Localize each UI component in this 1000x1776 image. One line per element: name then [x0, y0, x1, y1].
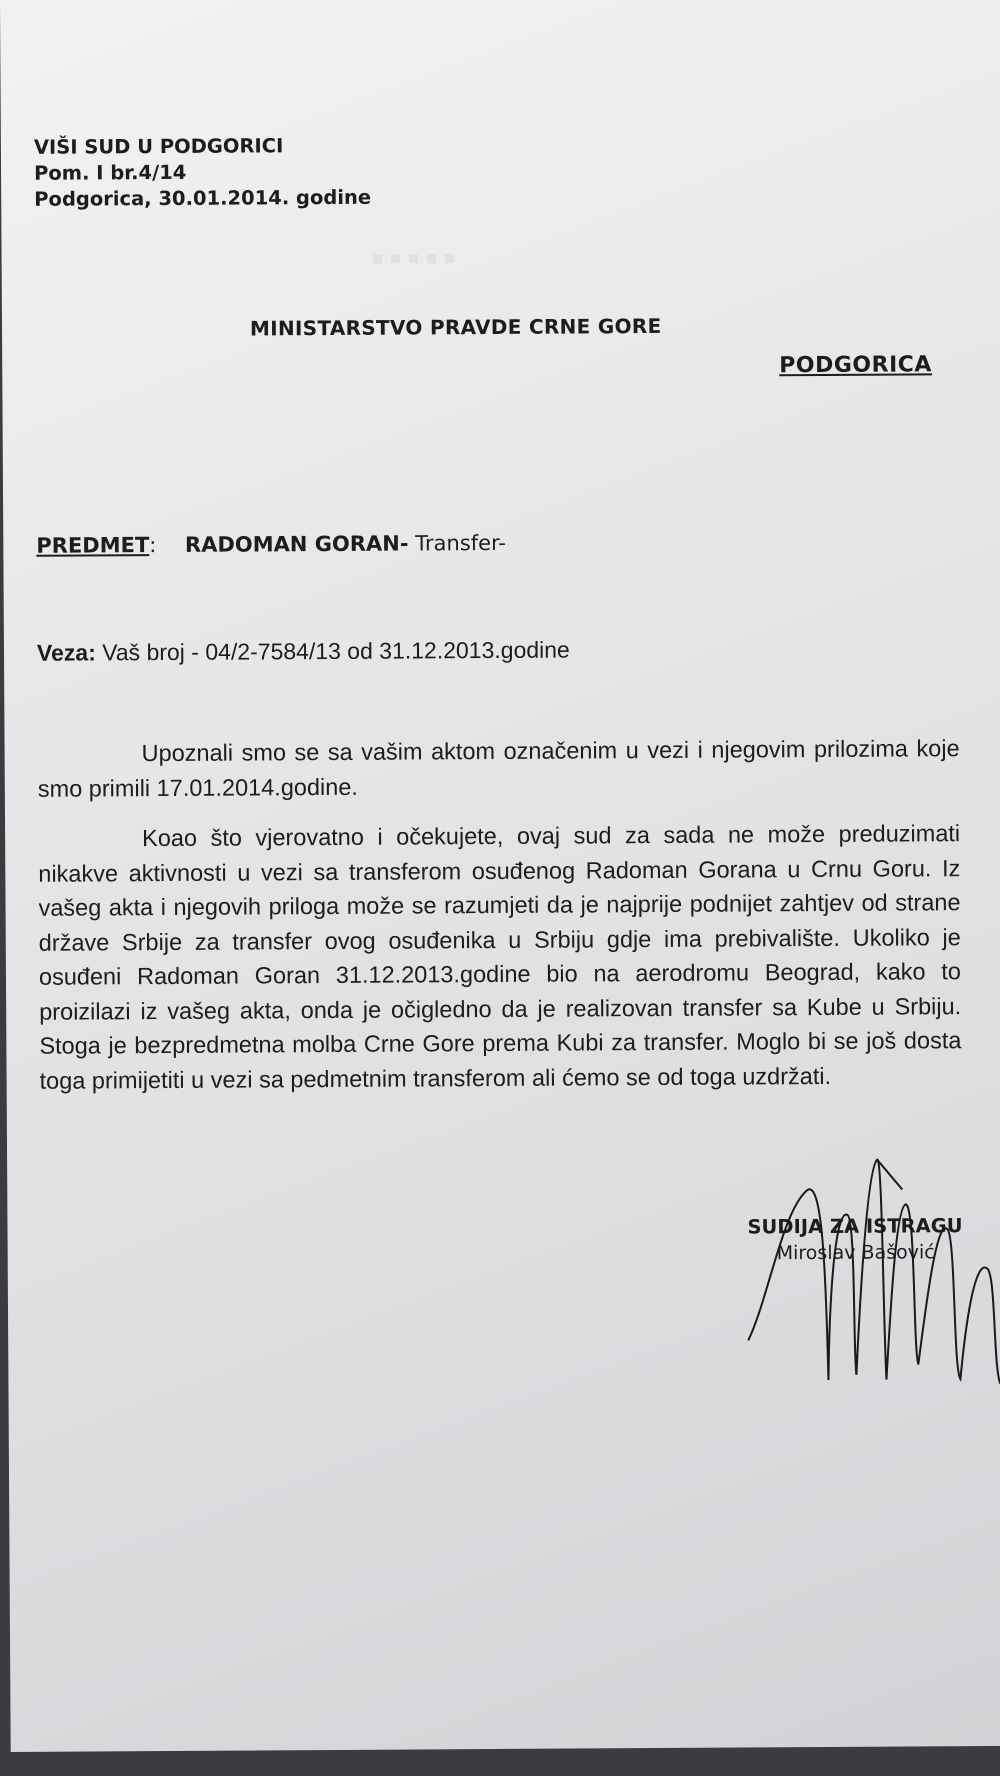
place-date: Podgorica, 30.01.2014. godine: [34, 185, 372, 211]
bleed-through-text: ▪ ▪ ▪ ▪ ▪: [371, 247, 456, 269]
case-number: Pom. I br.4/14: [33, 160, 187, 185]
recipient-name: MINISTARSTVO PRAVDE CRNE GORE: [249, 313, 662, 341]
letterhead: [34, 133, 371, 213]
subject-label: PREDMET: [36, 533, 150, 558]
signatory-name: Miroslav Bašović: [776, 1241, 935, 1265]
subject-line: [36, 531, 506, 558]
body-paragraph: Koao što vjerovatno i očekujete, ovaj sud za sada ne može preduzimati nikakve aktivnosti u vezi sa transferom osuđenog Radoman Gorana u Crnu Goru. Iz vašeg akta i njegovih priloga može se razumjeti da je najprije podnijet zahtjev od strane države Srbije za transfer ovog osuđenika u Srbiju gdje ima prebivalište. Ukoliko je osuđeni Radoman Goran 31.12.2013.godine bio na aerodromu Beograd, kako to proizilazi iz vašeg akta, onda je očigledno da je realizovan transfer sa Kube u Srbiju. Stoga je bezpredmetna molba Crne Gore prema Kubi za transfer. Moglo bi se još dosta toga primijetiti u vezi sa pedmetnim transferom ali ćemo se od toga uzdržati.: [38, 820, 962, 1094]
subject-name: RADOMAN GORAN-: [184, 531, 409, 557]
reference-label: Veza:: [36, 639, 96, 666]
court-name: VIŠI SUD U PODGORICI: [33, 134, 284, 159]
subject-topic: Transfer-: [415, 530, 506, 556]
reference-text: Vaš broj - 04/2-7584/13 od 31.12.2013.godine: [102, 636, 570, 666]
subject-colon: :: [149, 533, 157, 558]
handwritten-signature: [737, 1149, 1000, 1401]
signatory-title: SUDIJA ZA ISTRAGU: [747, 1214, 963, 1239]
reference-line: [37, 637, 570, 667]
body-paragraph: Upoznali smo se sa vašim aktom označenim u vezi i njegovim prilozima koje smo primili 17.01.2014.godine.: [37, 735, 960, 802]
recipient-city: PODGORICA: [779, 352, 932, 379]
